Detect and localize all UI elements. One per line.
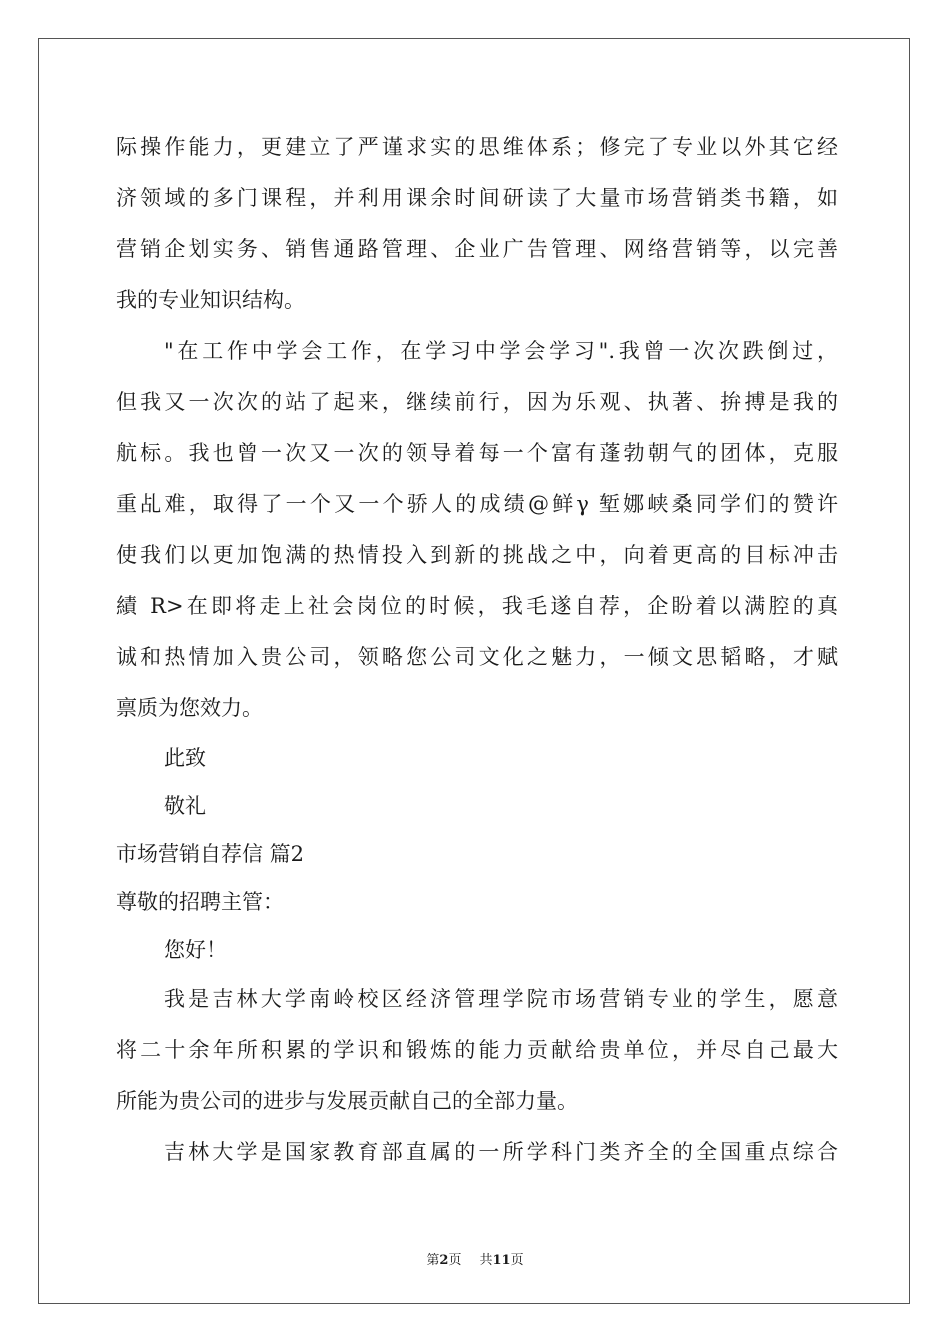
text-line: 績 R>在即将走上社会岗位的时候，我毛遂自荐，企盼着以满腔的真 bbox=[116, 594, 838, 618]
section-heading: 市场营销自荐信 篇2 bbox=[116, 842, 305, 866]
text-line: 济领域的多门课程，并利用课余时间研读了大量市场营销类书籍，如 bbox=[116, 186, 838, 210]
page-footer bbox=[0, 1249, 950, 1268]
text-line: 诚和热情加入贵公司，领略您公司文化之魅力，一倾文思韬略，才赋 bbox=[116, 645, 838, 669]
text-line: 际操作能力，更建立了严谨求实的思维体系；修完了专业以外其它经 bbox=[116, 135, 838, 159]
text-line: 重乩难，取得了一个又一个骄人的成绩@鲜γ 堑娜峡桑同学们的赞许 bbox=[116, 492, 838, 516]
closing-salutation: 此致 bbox=[164, 746, 206, 770]
text-line: 但我又一次次的站了起来，继续前行，因为乐观、执著、拚搏是我的 bbox=[116, 390, 838, 414]
greeting-line: 您好！ bbox=[164, 938, 227, 962]
text-line: "在工作中学会工作，在学习中学会学习".我曾一次次跌倒过， bbox=[164, 339, 838, 363]
closing-regards: 敬礼 bbox=[164, 794, 206, 818]
total-prefix: 共 bbox=[479, 1253, 493, 1268]
text-line: 使我们以更加饱满的热情投入到新的挑战之中，向着更高的目标冲击 bbox=[116, 543, 838, 567]
page-prefix: 第 bbox=[426, 1253, 440, 1268]
page-suffix: 页 bbox=[448, 1253, 462, 1268]
document-body bbox=[116, 122, 838, 1178]
page-current: 2 bbox=[439, 1253, 449, 1268]
text-line: 所能为贵公司的进步与发展贡献自己的全部力量。 bbox=[116, 1089, 578, 1113]
text-line: 我是吉林大学南岭校区经济管理学院市场营销专业的学生，愿意 bbox=[164, 987, 838, 1011]
text-line: 营销企划实务、销售通路管理、企业广告管理、网络营销等，以完善 bbox=[116, 237, 838, 261]
text-line: 吉林大学是国家教育部直属的一所学科门类齐全的全国重点综合 bbox=[164, 1140, 838, 1164]
text-line: 将二十余年所积累的学识和锻炼的能力贡献给贵单位，并尽自己最大 bbox=[116, 1038, 838, 1062]
text-line: 禀质为您效力。 bbox=[116, 696, 263, 720]
total-pages: 11 bbox=[492, 1253, 511, 1268]
text-line: 我的专业知识结构。 bbox=[116, 288, 305, 312]
total-suffix: 页 bbox=[510, 1253, 524, 1268]
recipient-greeting: 尊敬的招聘主管： bbox=[116, 890, 284, 914]
text-line: 航标。我也曾一次又一次的领导着每一个富有蓬勃朝气的团体，克服 bbox=[116, 441, 838, 465]
